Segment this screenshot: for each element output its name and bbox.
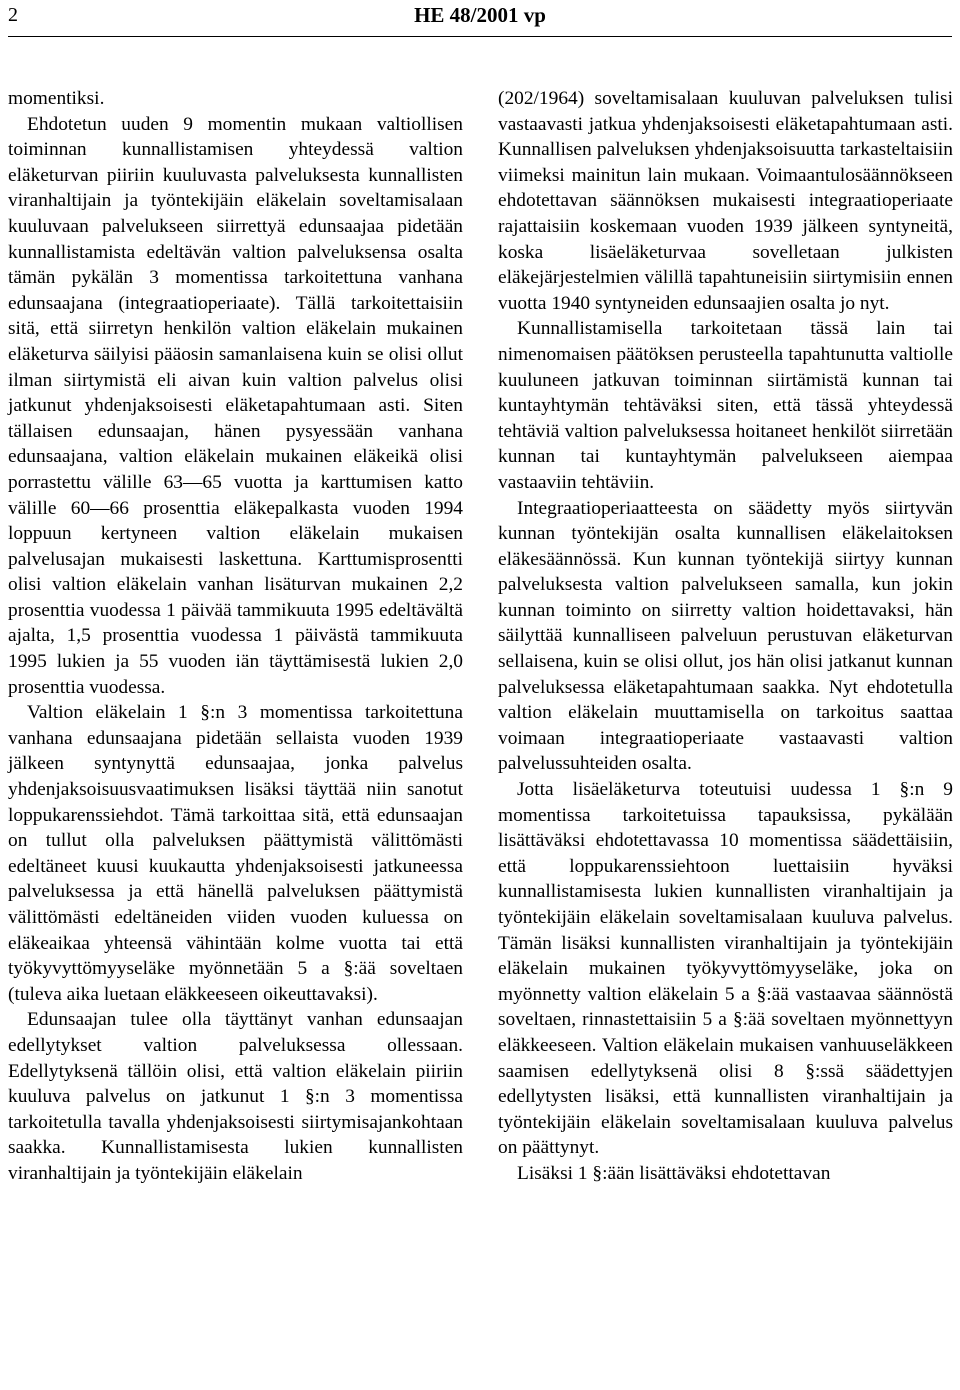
paragraph: Kunnallistamisella tarkoitetaan tässä lain tai nimenomaisen päätöksen perusteella tapahtunutta valtiolle kuuluneen jatkuvan toiminnan siirtämistä kunnan tai kuntayhtymän tehtäväksi siten, että tässä yhteydessä tehtäviä valtion palveluksessa hoitaneet henkilöt siirretään kunnan tai kuntayhtymän palvelukseen aiempaa vastaaviin tehtäviin.: [498, 318, 953, 493]
paragraph: Ehdotetun uuden 9 momentin mukaan valtiollisen toiminnan kunnallistamisen yhteydessä valtion eläketurvan piiriin kuuluvasta palveluksesta kunnallisten viranhaltijain ja työntekijäin eläkelain soveltamisalaan kuuluvaan palvelukseen siirrettyä edunsaajaa pidetään kunnallistamista edeltävän valtion palveluksensa osalta tämän pykälän 3 momentissa tarkoitettuna vanhana edunsaajana (integraatioperiaate). Tällä tarkoitettaisiin sitä, että siirretyn henkilön valtion eläkelain mukainen eläketurva säilyisi pääosin samanlaisena kuin se olisi ollut ilman siirtymistä eli aivan kuin valtion palvelus olisi jatkunut yhdenjaksoisesti eläketapahtumaan asti. Siten tällaisen edunsaajan, hänen pysyessään vanhana edunsaajana, valtion eläkelain mukainen eläkeikä olisi porrastettu välille 63—65 vuotta ja karttumisen katto välille 60—66 prosenttia eläkepalkasta vuoden 1994 loppuun kertyneen valtion eläkelain mukaisen palvelusajan mukaisesti laskettuna. Karttumisprosentti olisi valtion eläkelain vanhan lisäturvan mukainen 2,2 prosenttia vuodessa 1 päivää tammikuuta 1995 edeltävältä ajalta, 1,5 prosenttia vuodessa 1 päivästä tammikuuta 1995 lukien ja 55 vuoden iän täyttämisestä lukien 2,0 prosenttia vuodessa.: [8, 113, 463, 698]
header-rule: [8, 36, 952, 37]
left-column: [8, 86, 463, 1187]
document-id: HE 48/2001 vp: [414, 3, 546, 27]
paragraph: Edunsaajan tulee olla täyttänyt vanhan edunsaajan edellytykset valtion palveluksessa ollessaan. Edellytyksenä tällöin olisi, että valtion eläkelain piiriin kuuluva palvelus on jatkunut 1 §:n 3 momentissa tarkoitetulla tavalla yhdenjaksoisesti siirtymisajankohtaan saakka. Kunnallistamisesta lukien kunnallisten viranhaltijain ja työntekijäin eläkelain: [8, 1009, 463, 1184]
paragraph: momentiksi.: [8, 88, 105, 109]
page-number: 2: [8, 4, 18, 26]
paragraph: Lisäksi 1 §:ään lisättäväksi ehdotettavan: [517, 1162, 831, 1184]
paragraph: (202/1964) soveltamisalaan kuuluvan palveluksen tulisi vastaavasti jatkua yhdenjaksoisesti eläketapahtumaan asti. Kunnallisen palveluksen yhdenjaksoisuutta tarkasteltaisiin viimeksi mainitun lain mukaan. Voimaantulosäännökseen ehdotettavan säännöksen mukaisesti integraatioperiaate rajattaisiin koskemaan vuoden 1939 jälkeen syntyneitä, koska lisäeläketurvaa sovelletaan julkisten eläkejärjestelmien välillä tapahtuneisiin siirtymisiin ennen vuotta 1940 syntyneiden edunsaajien osalta jo nyt.: [498, 88, 953, 314]
page-header: [8, 0, 952, 34]
right-column: [498, 86, 953, 1187]
paragraph: Valtion eläkelain 1 §:n 3 momentissa tarkoitettuna vanhana edunsaajana pidetään sellaista vuoden 1939 jälkeen syntynyttä edunsaajaa, jonka palvelus yhdenjaksoisuusvaatimuksen lisäksi täyttää niin sanotut loppukarenssiehdot. Tämä tarkoittaa sitä, että edunsaajan on tullut olla palveluksen päättymistä välittömästi edeltäneet kuusi kuukautta yhdenjaksoisesti jatkuneessa palveluksessa ja että hänellä palveluksen päättymistä välittömästi edeltäneiden viiden vuoden kuluessa on eläkeaikaa yhteensä vähintään kolme vuotta tai että työkyvyttömyyseläke myönnetään 5 a §:ää soveltaen (tuleva aika luetaan eläkkeeseen oikeuttavaksi).: [8, 702, 463, 1005]
paragraph: Integraatioperiaatteesta on säädetty myös siirtyvän kunnan työntekijän osalta kunnallisen eläkelaitoksen eläkesäännössä. Kun kunnan työntekijä siirtyy kunnan palveluksesta valtion palvelukseen samalla, kun jokin kunnan toiminto on siirretty valtion hoidettavaksi, hän säilyttää kunnalliseen palveluun perustuvan eläketurvan sellaisena, kuin se olisi ollut, jos hän olisi jatkanut kunnan palveluksessa eläketapahtumaan saakka. Nyt ehdotetulla valtion eläkelain muuttamisella on tarkoitus saattaa voimaan integraatioperiaate vastaavasti valtion palvelussuhteiden osalta.: [498, 497, 953, 775]
paragraph: Jotta lisäeläketurva toteutuisi uudessa 1 §:n 9 momentissa tarkoitetuissa tapauksissa, pykälään lisättäväksi ehdotettavassa 10 momentissa säädettäisiin, että loppukarenssiehtoon luettaisiin hyväksi kunnallistamisesta lukien kunnallisten viranhaltijain ja työntekijäin eläkelain soveltamisalaan kuuluva palvelus. Tämän lisäksi kunnallisten viranhaltijain ja työntekijäin eläkelain mukainen työkyvyttömyyseläke, joka on myönnetty valtion eläkelain 5 a §:ää vastaavaa säännöstä soveltaen, rinnastettaisiin 5 a §:ää soveltaen myönnettyyn eläkkeeseen. Valtion eläkelain mukaisen vanhuuseläkkeen saamisen edellytyksenä olisi 8 §:ssä säädettyjen edellytysten lisäksi, että kunnallisten viranhaltijain ja työntekijäin eläkelain soveltamisalaan kuuluva palvelus on päättynyt.: [498, 779, 953, 1159]
